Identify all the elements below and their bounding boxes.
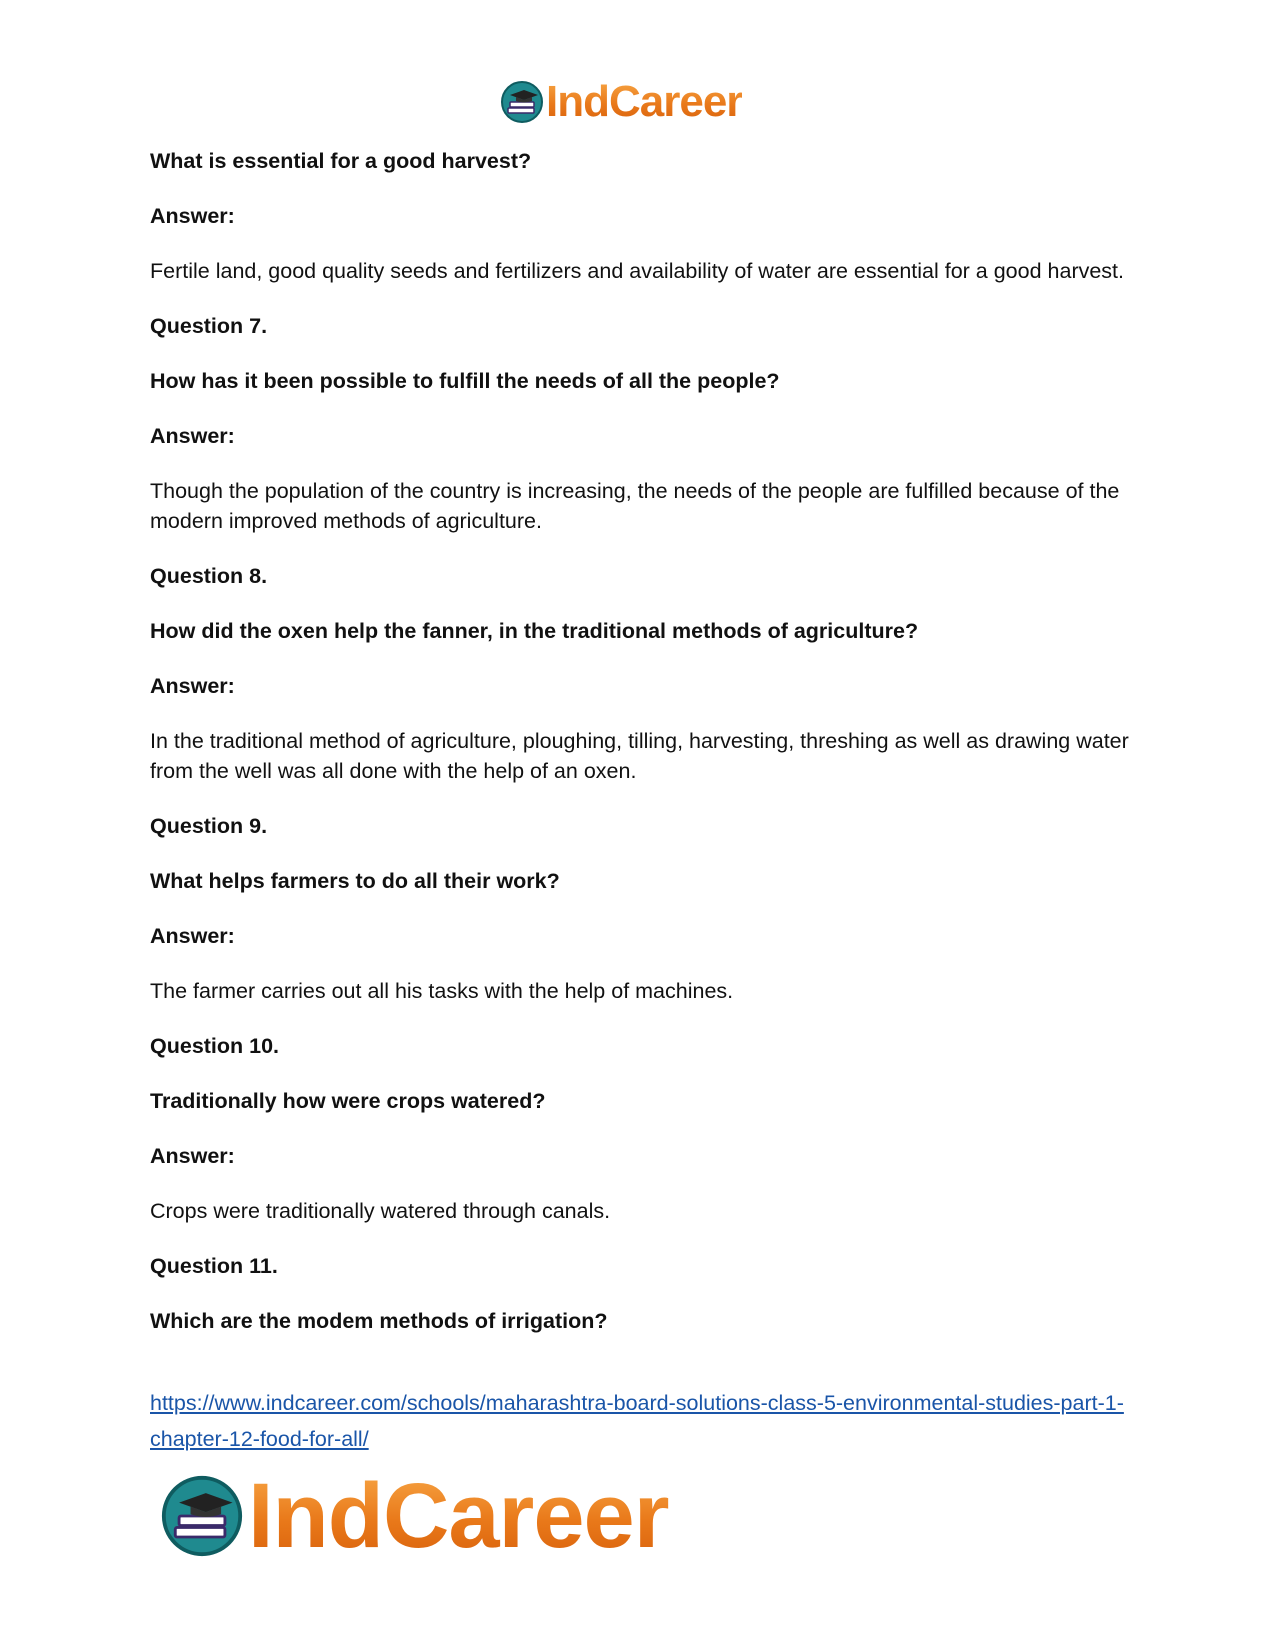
answer-text: In the traditional method of agriculture, ploughing, tilling, harvesting, threshing as well as drawing water from the well was all done with the help of an oxen. [150,729,1129,783]
question-number: Question 10. [150,1034,280,1058]
answer-text: Crops were traditionally watered through canals. [150,1199,611,1223]
question-text: What is essential for a good harvest? [150,149,532,173]
question-number: Question 11. [150,1254,278,1278]
header-logo [500,77,743,126]
answer-text: Though the population of the country is increasing, the needs of the people are fulfilled because of the modern improved methods of agriculture. [150,479,1120,533]
source-link[interactable]: https://www.indcareer.com/schools/maharashtra-board-solutions-class-5-environmental-studies-part-1-chapter-12-food-for-all/ [150,1391,1124,1451]
answer-label: Answer: [150,424,235,448]
question-text: Which are the modem methods of irrigation? [150,1309,608,1333]
header-logo-text: IndCareer [546,77,743,126]
qa-content [150,146,1140,1361]
answer-text: The farmer carries out all his tasks with the help of machines. [150,979,734,1003]
question-text: How has it been possible to fulfill the needs of all the people? [150,369,780,393]
question-text: What helps farmers to do all their work? [150,869,560,893]
answer-text: Fertile land, good quality seeds and fertilizers and availability of water are essential for a good harvest. [150,259,1125,283]
graduation-book-globe-icon [500,80,544,124]
question-number: Question 7. [150,314,268,338]
question-number: Question 8. [150,564,268,588]
graduation-book-globe-icon [160,1474,244,1558]
footer-logo-text: IndCareer [248,1465,669,1567]
question-text: Traditionally how were crops watered? [150,1089,546,1113]
answer-label: Answer: [150,1144,235,1168]
footer-logo [160,1465,669,1567]
answer-label: Answer: [150,204,235,228]
question-number: Question 9. [150,814,268,838]
question-text: How did the oxen help the fanner, in the traditional methods of agriculture? [150,619,919,643]
answer-label: Answer: [150,924,235,948]
answer-label: Answer: [150,674,235,698]
